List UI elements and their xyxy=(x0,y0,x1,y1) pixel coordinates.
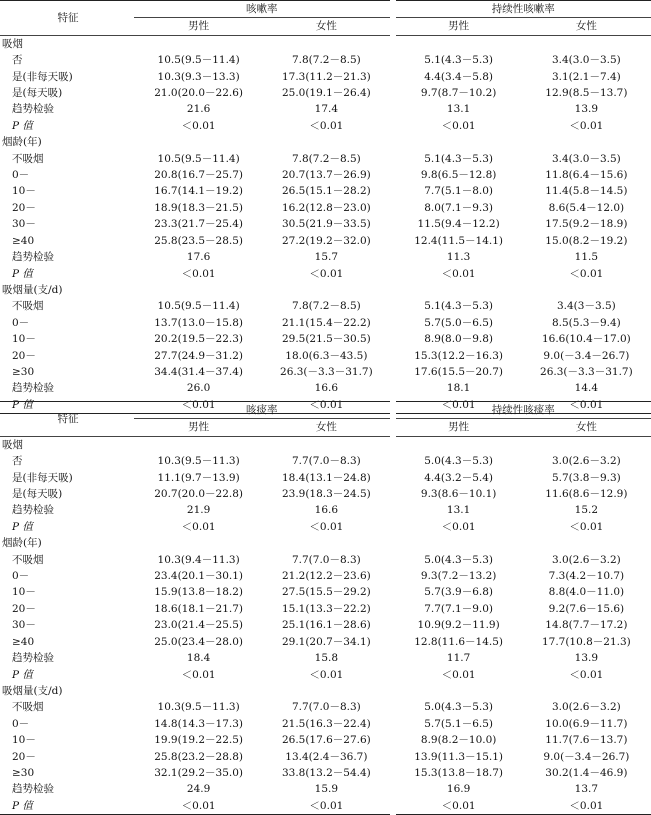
value-cell: 10.3(9.5－11.3) xyxy=(134,453,263,469)
feature-header: 特征 xyxy=(0,402,134,437)
value-cell: 11.5(9.4－12.2) xyxy=(393,216,522,232)
group-header: 持续性咳嗽率 xyxy=(393,1,651,18)
table-row xyxy=(0,348,651,364)
value-cell: 15.9 xyxy=(263,781,392,797)
value-cell: 33.8(13.2－54.4) xyxy=(263,765,392,781)
value-cell: ＜0.01 xyxy=(263,397,392,414)
section-title: 吸烟量(支/d) xyxy=(0,282,651,298)
value-cell: 16.6 xyxy=(263,380,392,396)
table-row xyxy=(0,716,651,732)
value-cell: 3.4(3.0－3.5) xyxy=(522,52,651,68)
value-cell: ＜0.01 xyxy=(522,118,651,134)
value-cell: 13.9 xyxy=(522,650,651,666)
header-row xyxy=(0,402,651,419)
sex-header: 男性 xyxy=(134,419,263,436)
value-cell: 3.0(2.6－3.2) xyxy=(522,552,651,568)
value-cell: 13.1 xyxy=(393,502,522,518)
value-cell: 23.9(18.3－24.5) xyxy=(263,486,392,502)
value-cell: 15.8 xyxy=(263,650,392,666)
group-header: 咳嗽率 xyxy=(134,1,393,18)
value-cell: 3.0(2.6－3.2) xyxy=(522,699,651,715)
row-label: 不吸烟 xyxy=(0,699,134,715)
row-label: 不吸烟 xyxy=(0,151,134,167)
value-cell: 15.9(13.8－18.2) xyxy=(134,584,263,600)
sex-header: 女性 xyxy=(522,419,651,436)
row-label: 0－ xyxy=(0,167,134,183)
value-cell: 26.0 xyxy=(134,380,263,396)
value-cell: ＜0.01 xyxy=(522,397,651,414)
value-cell: 27.5(15.5－29.2) xyxy=(263,584,392,600)
value-cell: 8.0(7.1－9.3) xyxy=(393,200,522,216)
table-row xyxy=(0,732,651,748)
value-cell: 30.2(1.4－46.9) xyxy=(522,765,651,781)
row-label: ≥30 xyxy=(0,364,134,380)
sex-header: 男性 xyxy=(134,18,263,35)
value-cell: 11.5 xyxy=(522,249,651,265)
table-row xyxy=(0,749,651,765)
value-cell: 29.1(20.7－34.1) xyxy=(263,634,392,650)
value-cell: 23.0(21.4－25.5) xyxy=(134,617,263,633)
value-cell: 20.8(16.7－25.7) xyxy=(134,167,263,183)
table-row xyxy=(0,200,651,216)
value-cell: ＜0.01 xyxy=(522,266,651,282)
table-row xyxy=(0,568,651,584)
value-cell: 9.0(－3.4－26.7) xyxy=(522,348,651,364)
table-row xyxy=(0,167,651,183)
value-cell: 15.3(13.8－18.7) xyxy=(393,765,522,781)
value-cell: ＜0.01 xyxy=(263,798,392,815)
value-cell: 23.3(21.7－25.4) xyxy=(134,216,263,232)
table-row xyxy=(0,52,651,68)
value-cell: 9.3(7.2－13.2) xyxy=(393,568,522,584)
section-row xyxy=(0,436,651,453)
section-row xyxy=(0,134,651,150)
table-row xyxy=(0,650,651,666)
value-cell: 11.6(8.6－12.9) xyxy=(522,486,651,502)
value-cell: ＜0.01 xyxy=(134,519,263,535)
section-title: 烟龄(年) xyxy=(0,134,651,150)
value-cell: 13.4(2.4－36.7) xyxy=(263,749,392,765)
section-row xyxy=(0,535,651,551)
table-row xyxy=(0,470,651,486)
row-label: 10－ xyxy=(0,732,134,748)
value-cell: 8.9(8.0－9.8) xyxy=(393,331,522,347)
row-label: 10－ xyxy=(0,584,134,600)
value-cell: ＜0.01 xyxy=(393,397,522,414)
value-cell: 11.3 xyxy=(393,249,522,265)
value-cell: 5.0(4.3－5.3) xyxy=(393,699,522,715)
value-cell: 18.4(13.1－24.8) xyxy=(263,470,392,486)
value-cell: 13.1 xyxy=(393,101,522,117)
value-cell: 17.4 xyxy=(263,101,392,117)
sex-header: 女性 xyxy=(522,18,651,35)
value-cell: 16.2(12.8－23.0) xyxy=(263,200,392,216)
value-cell: 10.3(9.3－13.3) xyxy=(134,69,263,85)
table-row xyxy=(0,486,651,502)
sex-header: 女性 xyxy=(263,419,392,436)
section-row xyxy=(0,35,651,52)
row-label: 30－ xyxy=(0,216,134,232)
value-cell: 3.4(3.0－3.5) xyxy=(522,151,651,167)
value-cell: 15.0(8.2－19.2) xyxy=(522,233,651,249)
value-cell: 5.1(4.3－5.3) xyxy=(393,151,522,167)
value-cell: 16.7(14.1－19.2) xyxy=(134,183,263,199)
value-cell: 10.9(9.2－11.9) xyxy=(393,617,522,633)
value-cell: 18.1 xyxy=(393,380,522,396)
table-row xyxy=(0,765,651,781)
row-label: P 值 xyxy=(0,519,134,535)
row-label: 10－ xyxy=(0,183,134,199)
value-cell: ＜0.01 xyxy=(134,397,263,414)
table-row xyxy=(0,69,651,85)
value-cell: 21.1(15.4－22.2) xyxy=(263,315,392,331)
table-row xyxy=(0,249,651,265)
value-cell: 16.9 xyxy=(393,781,522,797)
sex-header: 女性 xyxy=(263,18,392,35)
table-row xyxy=(0,183,651,199)
value-cell: ＜0.01 xyxy=(263,118,392,134)
value-cell: 7.7(5.1－8.0) xyxy=(393,183,522,199)
table-row xyxy=(0,233,651,249)
value-cell: 26.5(15.1－28.2) xyxy=(263,183,392,199)
value-cell: 24.9 xyxy=(134,781,263,797)
value-cell: 7.7(7.1－9.0) xyxy=(393,601,522,617)
value-cell: 10.5(9.5－11.4) xyxy=(134,151,263,167)
value-cell: 16.6(10.4－17.0) xyxy=(522,331,651,347)
value-cell: 20.7(13.7－26.9) xyxy=(263,167,392,183)
row-label: 趋势检验 xyxy=(0,650,134,666)
row-label: 20－ xyxy=(0,749,134,765)
value-cell: 25.0(19.1－26.4) xyxy=(263,85,392,101)
value-cell: 17.3(11.2－21.3) xyxy=(263,69,392,85)
value-cell: ＜0.01 xyxy=(522,519,651,535)
row-label: 是(每天吸) xyxy=(0,85,134,101)
row-label: 趋势检验 xyxy=(0,380,134,396)
value-cell: 5.0(4.3－5.3) xyxy=(393,453,522,469)
value-cell: 23.4(20.1－30.1) xyxy=(134,568,263,584)
value-cell: ＜0.01 xyxy=(263,266,392,282)
value-cell: 9.7(8.7－10.2) xyxy=(393,85,522,101)
value-cell: 15.7 xyxy=(263,249,392,265)
row-label: 不吸烟 xyxy=(0,552,134,568)
value-cell: 26.3(－3.3－31.7) xyxy=(263,364,392,380)
value-cell: 7.3(4.2－10.7) xyxy=(522,568,651,584)
feature-header: 特征 xyxy=(0,1,134,36)
table-row xyxy=(0,101,651,117)
row-label: 0－ xyxy=(0,716,134,732)
value-cell: 18.9(18.3－21.5) xyxy=(134,200,263,216)
value-cell: 30.5(21.9－33.5) xyxy=(263,216,392,232)
row-label: 30－ xyxy=(0,617,134,633)
section-title: 吸烟 xyxy=(0,436,651,453)
row-label: 是(每天吸) xyxy=(0,486,134,502)
section-row xyxy=(0,683,651,699)
value-cell: 15.2 xyxy=(522,502,651,518)
table-row xyxy=(0,85,651,101)
row-label: 不吸烟 xyxy=(0,298,134,314)
value-cell: 5.7(5.0－6.5) xyxy=(393,315,522,331)
value-cell: 25.0(23.4－28.0) xyxy=(134,634,263,650)
value-cell: 27.7(24.9－31.2) xyxy=(134,348,263,364)
row-label: 20－ xyxy=(0,348,134,364)
value-cell: 11.1(9.7－13.9) xyxy=(134,470,263,486)
value-cell: ＜0.01 xyxy=(134,798,263,815)
value-cell: 14.4 xyxy=(522,380,651,396)
value-cell: ＜0.01 xyxy=(393,798,522,815)
row-label: 20－ xyxy=(0,601,134,617)
row-label: 否 xyxy=(0,453,134,469)
value-cell: 5.0(4.3－5.3) xyxy=(393,552,522,568)
value-cell: 9.0(－3.4－26.7) xyxy=(522,749,651,765)
table-row xyxy=(0,453,651,469)
row-label: ≥40 xyxy=(0,634,134,650)
value-cell: ＜0.01 xyxy=(263,519,392,535)
value-cell: 11.4(5.8－14.5) xyxy=(522,183,651,199)
value-cell: 12.9(8.5－13.7) xyxy=(522,85,651,101)
value-cell: 7.7(7.0－8.3) xyxy=(263,699,392,715)
row-label: 20－ xyxy=(0,200,134,216)
value-cell: 14.8(14.3－17.3) xyxy=(134,716,263,732)
value-cell: 17.5(9.2－18.9) xyxy=(522,216,651,232)
value-cell: 5.7(5.1－6.5) xyxy=(393,716,522,732)
table-row xyxy=(0,601,651,617)
value-cell: 21.2(12.2－23.6) xyxy=(263,568,392,584)
value-cell: 11.7(7.6－13.7) xyxy=(522,732,651,748)
value-cell: 10.3(9.4－11.3) xyxy=(134,552,263,568)
section-title: 烟龄(年) xyxy=(0,535,651,551)
value-cell: 7.7(7.0－8.3) xyxy=(263,552,392,568)
row-label: 是(非每天吸) xyxy=(0,470,134,486)
value-cell: 25.1(16.1－28.6) xyxy=(263,617,392,633)
value-cell: 10.3(9.5－11.3) xyxy=(134,699,263,715)
value-cell: 29.5(21.5－30.5) xyxy=(263,331,392,347)
value-cell: 20.2(19.5－22.3) xyxy=(134,331,263,347)
table-sputum xyxy=(0,401,651,815)
value-cell: 10.5(9.5－11.4) xyxy=(134,52,263,68)
value-cell: 27.2(19.2－32.0) xyxy=(263,233,392,249)
row-label: P 值 xyxy=(0,397,134,414)
table-row xyxy=(0,781,651,797)
row-label: 趋势检验 xyxy=(0,101,134,117)
row-label: 是(非每天吸) xyxy=(0,69,134,85)
value-cell: 9.3(8.6－10.1) xyxy=(393,486,522,502)
value-cell: 20.7(20.0－22.8) xyxy=(134,486,263,502)
table-row xyxy=(0,364,651,380)
value-cell: 10.0(6.9－11.7) xyxy=(522,716,651,732)
value-cell: 32.1(29.2－35.0) xyxy=(134,765,263,781)
value-cell: ＜0.01 xyxy=(522,798,651,815)
group-header: 持续性咳痰率 xyxy=(393,402,651,419)
value-cell: 13.7(13.0－15.8) xyxy=(134,315,263,331)
value-cell: 18.4 xyxy=(134,650,263,666)
table-row xyxy=(0,519,651,535)
value-cell: 7.8(7.2－8.5) xyxy=(263,151,392,167)
table-row xyxy=(0,798,651,815)
value-cell: ＜0.01 xyxy=(134,118,263,134)
table-row xyxy=(0,634,651,650)
value-cell: 17.6(15.5－20.7) xyxy=(393,364,522,380)
row-label: P 值 xyxy=(0,266,134,282)
value-cell: ＜0.01 xyxy=(134,266,263,282)
row-label: 10－ xyxy=(0,331,134,347)
value-cell: 21.9 xyxy=(134,502,263,518)
value-cell: 9.8(6.5－12.8) xyxy=(393,167,522,183)
table-row xyxy=(0,216,651,232)
value-cell: 15.1(13.3－22.2) xyxy=(263,601,392,617)
value-cell: 3.0(2.6－3.2) xyxy=(522,453,651,469)
value-cell: 21.5(16.3－22.4) xyxy=(263,716,392,732)
value-cell: 5.1(4.3－5.3) xyxy=(393,52,522,68)
value-cell: ＜0.01 xyxy=(134,667,263,683)
value-cell: 9.2(7.6－15.6) xyxy=(522,601,651,617)
value-cell: 7.7(7.0－8.3) xyxy=(263,453,392,469)
value-cell: 8.5(5.3－9.4) xyxy=(522,315,651,331)
value-cell: ＜0.01 xyxy=(522,667,651,683)
value-cell: 25.8(23.2－28.8) xyxy=(134,749,263,765)
value-cell: 13.7 xyxy=(522,781,651,797)
row-label: P 值 xyxy=(0,667,134,683)
value-cell: 34.4(31.4－37.4) xyxy=(134,364,263,380)
section-title: 吸烟 xyxy=(0,35,651,52)
group-header: 咳痰率 xyxy=(134,402,393,419)
value-cell: 8.9(8.2－10.0) xyxy=(393,732,522,748)
value-cell: 17.6 xyxy=(134,249,263,265)
value-cell: 15.3(12.2－16.3) xyxy=(393,348,522,364)
value-cell: 14.8(7.7－17.2) xyxy=(522,617,651,633)
header-row xyxy=(0,1,651,18)
value-cell: 13.9(11.3－15.1) xyxy=(393,749,522,765)
value-cell: 18.6(18.1－21.7) xyxy=(134,601,263,617)
row-label: P 值 xyxy=(0,798,134,815)
value-cell: 26.5(17.6－27.6) xyxy=(263,732,392,748)
sex-header: 男性 xyxy=(393,18,522,35)
row-label: 0－ xyxy=(0,568,134,584)
value-cell: 17.7(10.8－21.3) xyxy=(522,634,651,650)
row-label: ≥30 xyxy=(0,765,134,781)
table-row xyxy=(0,667,651,683)
value-cell: 25.8(23.5－28.5) xyxy=(134,233,263,249)
value-cell: ＜0.01 xyxy=(393,519,522,535)
value-cell: 26.3(－3.3－31.7) xyxy=(522,364,651,380)
value-cell: 5.1(4.3－5.3) xyxy=(393,298,522,314)
table-row xyxy=(0,502,651,518)
value-cell: ＜0.01 xyxy=(393,118,522,134)
value-cell: 10.5(9.5－11.4) xyxy=(134,298,263,314)
row-label: 趋势检验 xyxy=(0,249,134,265)
value-cell: 12.8(11.6－14.5) xyxy=(393,634,522,650)
table-row xyxy=(0,331,651,347)
value-cell: 13.9 xyxy=(522,101,651,117)
value-cell: 3.1(2.1－7.4) xyxy=(522,69,651,85)
row-label: 趋势检验 xyxy=(0,502,134,518)
value-cell: ＜0.01 xyxy=(393,266,522,282)
value-cell: 5.7(3.9－6.8) xyxy=(393,584,522,600)
value-cell: 4.4(3.2－5.4) xyxy=(393,470,522,486)
table-row xyxy=(0,151,651,167)
value-cell: 5.7(3.8－9.3) xyxy=(522,470,651,486)
value-cell: 4.4(3.4－5.8) xyxy=(393,69,522,85)
section-title: 吸烟量(支/d) xyxy=(0,683,651,699)
row-label: 趋势检验 xyxy=(0,781,134,797)
table-row xyxy=(0,584,651,600)
value-cell: 19.9(19.2－22.5) xyxy=(134,732,263,748)
table-row xyxy=(0,699,651,715)
table-row xyxy=(0,118,651,134)
value-cell: ＜0.01 xyxy=(393,667,522,683)
row-label: ≥40 xyxy=(0,233,134,249)
value-cell: 11.8(6.4－15.6) xyxy=(522,167,651,183)
table-row xyxy=(0,298,651,314)
sex-header: 男性 xyxy=(393,419,522,436)
value-cell: 3.4(3－3.5) xyxy=(522,298,651,314)
value-cell: 21.6 xyxy=(134,101,263,117)
value-cell: 16.6 xyxy=(263,502,392,518)
value-cell: 8.8(4.0－11.0) xyxy=(522,584,651,600)
value-cell: 8.6(5.4－12.0) xyxy=(522,200,651,216)
row-label: 0－ xyxy=(0,315,134,331)
value-cell: ＜0.01 xyxy=(263,667,392,683)
table-row xyxy=(0,266,651,282)
row-label: 否 xyxy=(0,52,134,68)
value-cell: 7.8(7.2－8.5) xyxy=(263,298,392,314)
row-label: P 值 xyxy=(0,118,134,134)
section-row xyxy=(0,282,651,298)
value-cell: 18.0(6.3－43.5) xyxy=(263,348,392,364)
value-cell: 12.4(11.5－14.1) xyxy=(393,233,522,249)
table-row xyxy=(0,380,651,396)
table-row xyxy=(0,315,651,331)
table-row xyxy=(0,617,651,633)
table-row xyxy=(0,552,651,568)
value-cell: 21.0(20.0－22.6) xyxy=(134,85,263,101)
value-cell: 11.7 xyxy=(393,650,522,666)
value-cell: 7.8(7.2－8.5) xyxy=(263,52,392,68)
